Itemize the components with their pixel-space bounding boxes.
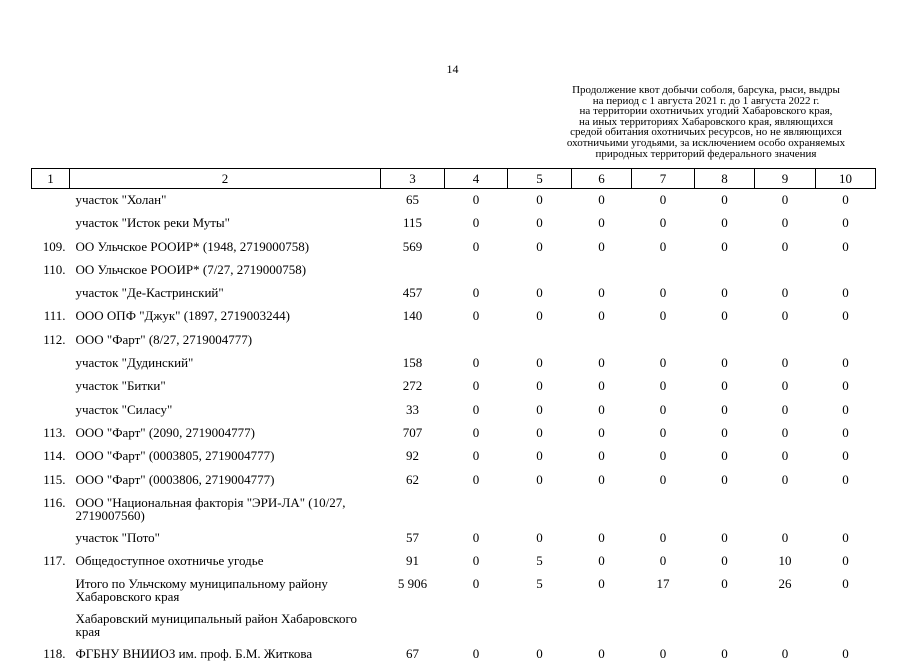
row-value: 57: [406, 529, 419, 545]
row-value: 0: [842, 285, 849, 301]
row-value: 0: [842, 355, 849, 371]
row-value: 62: [406, 471, 419, 487]
row-value: [381, 329, 445, 352]
row-value: 0: [842, 215, 849, 231]
heading-line: на иных территориях Хабаровского края, являющихся: [578, 115, 834, 128]
row-value: 0: [472, 308, 480, 324]
row-value: 0: [721, 424, 728, 440]
table-row: [32, 282, 876, 305]
row-number: [32, 282, 70, 305]
row-value: 0: [842, 529, 849, 545]
row-value: 0: [842, 646, 849, 662]
row-value: 0: [659, 448, 667, 464]
row-value: 0: [781, 215, 789, 231]
row-value: 0: [781, 192, 789, 207]
row-number: [32, 212, 70, 235]
row-value: [445, 492, 508, 527]
row-value: 0: [781, 308, 789, 324]
row-value: [755, 259, 816, 282]
row-value: 0: [659, 646, 667, 662]
row-value: [508, 329, 572, 352]
row-value: 0: [721, 401, 728, 417]
column-header: 7: [632, 169, 695, 189]
row-value: 0: [659, 424, 667, 440]
row-value: 0: [781, 355, 789, 371]
row-value: [632, 259, 695, 282]
row-value: 158: [402, 355, 423, 371]
row-value: [695, 608, 755, 643]
row-value: [695, 492, 755, 527]
row-value: 0: [472, 285, 480, 301]
row-value: 5 906: [397, 576, 428, 592]
table-row: [32, 492, 876, 527]
row-value: [816, 492, 876, 527]
row-value: 0: [598, 529, 605, 545]
table-row: [32, 236, 876, 259]
row-value: 5: [536, 553, 543, 569]
row-value: 0: [472, 529, 480, 545]
row-name: ОО Ульчское РООИР* (7/27, 2719000758): [75, 261, 307, 277]
column-header: 3: [381, 169, 445, 189]
row-value: [572, 492, 632, 527]
row-name: участок "Битки": [75, 378, 166, 394]
row-value: [632, 329, 695, 352]
row-value: 0: [598, 471, 605, 487]
row-value: [445, 259, 508, 282]
table-row: [32, 573, 876, 608]
table-row: [32, 399, 876, 422]
row-value: 0: [721, 215, 728, 231]
row-value: [381, 608, 445, 643]
table-row: [32, 305, 876, 328]
row-value: 0: [472, 576, 480, 592]
row-name: Хабаровский муниципальный район Хабаровского края: [75, 611, 358, 640]
heading-line: природных территорий федерального значения: [595, 147, 817, 160]
row-value: 67: [406, 646, 419, 662]
row-value: 0: [721, 238, 728, 254]
row-value: 0: [781, 646, 789, 662]
row-number: [32, 573, 70, 608]
column-header: 6: [572, 169, 632, 189]
column-header: 9: [755, 169, 816, 189]
row-value: [695, 259, 755, 282]
row-value: 0: [721, 285, 728, 301]
row-value: 0: [472, 646, 480, 662]
row-value: [508, 608, 572, 643]
row-value: 0: [781, 529, 789, 545]
row-name: ООО "Фарт" (0003806, 2719004777): [75, 471, 275, 487]
column-header: 8: [695, 169, 755, 189]
row-number: 109.: [42, 238, 66, 254]
row-value: 0: [781, 238, 789, 254]
row-value: 0: [659, 553, 667, 569]
heading-line: на период с 1 августа 2021 г. до 1 августа 2022 г.: [592, 94, 820, 107]
row-value: 0: [598, 401, 605, 417]
row-value: 0: [472, 424, 480, 440]
table-heading: [530, 85, 882, 159]
table-row: [32, 189, 876, 213]
row-value: 0: [598, 238, 605, 254]
table-row: [32, 550, 876, 573]
row-value: [572, 608, 632, 643]
row-value: [445, 608, 508, 643]
row-value: 0: [659, 238, 667, 254]
row-value: 0: [781, 424, 789, 440]
row-value: 0: [842, 378, 849, 394]
header-row: [32, 169, 876, 189]
row-number: [32, 375, 70, 398]
table-row: [32, 445, 876, 468]
row-value: 0: [659, 401, 667, 417]
row-number: 115.: [43, 471, 66, 487]
row-value: 0: [721, 378, 728, 394]
row-value: 0: [842, 448, 849, 464]
row-value: 0: [842, 424, 849, 440]
row-value: 0: [472, 378, 480, 394]
column-header: 5: [508, 169, 572, 189]
row-value: 0: [659, 215, 667, 231]
row-name: ООО "Фарт" (8/27, 2719004777): [75, 331, 253, 347]
row-value: 0: [472, 401, 480, 417]
row-value: 0: [659, 192, 667, 207]
row-name: ООО "Национальная факторія "ЭРИ-ЛА" (10/27, 2719007560): [75, 494, 346, 523]
page-number: 14: [446, 62, 459, 76]
row-number: 117.: [43, 553, 66, 569]
column-header: 4: [445, 169, 508, 189]
row-value: 272: [402, 378, 423, 394]
row-value: [632, 492, 695, 527]
row-name: ООО "Фарт" (0003805, 2719004777): [75, 448, 275, 464]
table-row: [32, 608, 876, 643]
row-value: 0: [842, 471, 849, 487]
table-row: [32, 375, 876, 398]
row-name: Общедоступное охотничье угодье: [75, 553, 264, 569]
row-number: 110.: [43, 261, 66, 277]
row-value: 0: [781, 401, 789, 417]
row-name: участок "Пото": [75, 529, 160, 545]
row-number: [32, 189, 70, 213]
column-header: 2: [70, 169, 381, 189]
row-value: 0: [781, 471, 789, 487]
row-value: 0: [598, 448, 605, 464]
row-value: [816, 329, 876, 352]
row-value: 0: [472, 471, 480, 487]
row-value: 0: [598, 215, 605, 231]
row-value: 0: [598, 646, 605, 662]
row-value: 0: [536, 192, 543, 207]
row-value: 0: [536, 471, 543, 487]
row-value: 0: [842, 576, 849, 592]
row-name: ООО "Фарт" (2090, 2719004777): [75, 424, 255, 440]
row-value: 0: [659, 529, 667, 545]
heading-line: на территории охотничьих угодий Хабаровского края,: [579, 105, 833, 118]
row-value: [816, 608, 876, 643]
row-value: 0: [659, 378, 667, 394]
row-value: 0: [472, 355, 480, 371]
row-value: 115: [402, 215, 423, 231]
row-value: 0: [659, 471, 667, 487]
row-value: 0: [721, 529, 728, 545]
row-value: [381, 259, 445, 282]
row-value: 0: [536, 401, 543, 417]
row-value: 0: [598, 576, 605, 592]
row-value: 0: [659, 355, 667, 371]
row-value: [755, 492, 816, 527]
row-name: ООО ОПФ "Джук" (1897, 2719003244): [75, 308, 290, 324]
row-value: 10: [778, 553, 792, 569]
row-value: 0: [721, 553, 728, 569]
row-name: ФГБНУ ВНИИОЗ им. проф. Б.М. Житкова: [75, 646, 313, 662]
row-value: 0: [781, 378, 789, 394]
row-name: участок "Дудинский": [75, 355, 194, 371]
row-number: [32, 352, 70, 375]
column-header: 1: [32, 169, 70, 189]
row-value: 5: [536, 576, 543, 592]
row-value: 17: [656, 576, 670, 592]
row-number: 113.: [43, 424, 66, 440]
row-value: 91: [406, 553, 419, 569]
row-value: 0: [721, 355, 728, 371]
row-name: участок "Холан": [75, 192, 167, 207]
row-value: 0: [659, 308, 667, 324]
row-value: 0: [842, 192, 849, 207]
row-value: 0: [598, 355, 605, 371]
row-value: 65: [406, 192, 419, 207]
row-number: 111.: [43, 308, 66, 324]
row-name: участок "Силасу": [75, 401, 173, 417]
row-value: 0: [842, 308, 849, 324]
heading-line: средой обитания охотничьих ресурсов, но не являющихся: [570, 126, 842, 139]
table-row: [32, 352, 876, 375]
row-value: [755, 329, 816, 352]
column-header: 10: [816, 169, 876, 189]
row-value: 92: [406, 448, 419, 464]
heading-line: Продолжение квот добычи соболя, барсука, рыси, выдры: [572, 84, 840, 96]
row-value: [508, 259, 572, 282]
row-value: 0: [842, 401, 849, 417]
row-value: 0: [536, 646, 543, 662]
row-number: 112.: [43, 331, 66, 347]
row-value: 0: [598, 553, 605, 569]
row-number: 116.: [43, 494, 66, 510]
row-value: 33: [406, 401, 419, 417]
row-value: 140: [402, 308, 423, 324]
row-value: 0: [721, 471, 728, 487]
table-body: [32, 189, 876, 667]
row-value: [632, 608, 695, 643]
row-value: 0: [781, 448, 789, 464]
row-value: 0: [536, 378, 543, 394]
row-number: 118.: [43, 646, 66, 662]
row-value: 0: [721, 646, 728, 662]
row-value: [572, 329, 632, 352]
row-value: 457: [402, 285, 423, 301]
row-value: 0: [598, 285, 605, 301]
row-value: 0: [472, 215, 480, 231]
table-row: [32, 469, 876, 492]
row-value: 0: [781, 285, 789, 301]
row-value: 0: [536, 215, 543, 231]
row-value: 0: [536, 238, 543, 254]
table-row: [32, 643, 876, 666]
row-value: 0: [598, 308, 605, 324]
row-value: 26: [778, 576, 792, 592]
table-header: [32, 169, 876, 189]
row-value: 0: [536, 448, 543, 464]
table-row: [32, 259, 876, 282]
row-value: 0: [536, 424, 543, 440]
row-value: 0: [472, 553, 480, 569]
row-value: 0: [536, 529, 543, 545]
row-number: 114.: [43, 448, 66, 464]
row-value: 0: [536, 355, 543, 371]
row-name: участок "Де-Кастринский": [75, 285, 224, 301]
row-value: 0: [472, 448, 480, 464]
row-value: 0: [472, 192, 480, 207]
row-value: [572, 259, 632, 282]
row-value: 0: [721, 192, 728, 207]
row-value: [816, 259, 876, 282]
row-number: [32, 399, 70, 422]
row-number: [32, 608, 70, 643]
row-value: 0: [536, 308, 543, 324]
row-value: 0: [842, 553, 849, 569]
row-value: 0: [721, 308, 728, 324]
row-value: 0: [598, 192, 605, 207]
row-value: [755, 608, 816, 643]
row-number: [32, 527, 70, 550]
heading-line: охотничьими угодьями, за исключением особо охраняемых: [566, 136, 846, 149]
row-value: 0: [536, 285, 543, 301]
row-value: [695, 329, 755, 352]
row-value: 0: [659, 285, 667, 301]
row-name: Итого по Ульчскому муниципальному району Хабаровского края: [75, 576, 328, 605]
row-value: [381, 492, 445, 527]
row-value: 0: [721, 448, 728, 464]
quota-table: [31, 168, 876, 667]
table-row: [32, 212, 876, 235]
row-name: ОО Ульчское РООИР* (1948, 2719000758): [75, 238, 310, 254]
row-value: [508, 492, 572, 527]
row-name: участок "Исток реки Муты": [75, 215, 230, 231]
row-value: 707: [402, 424, 423, 440]
table-row: [32, 422, 876, 445]
row-value: 0: [472, 238, 480, 254]
row-value: 0: [598, 424, 605, 440]
row-value: 0: [598, 378, 605, 394]
table-row: [32, 527, 876, 550]
row-value: 0: [721, 576, 728, 592]
row-value: 569: [402, 238, 423, 254]
table-row: [32, 329, 876, 352]
row-value: [445, 329, 508, 352]
row-value: 0: [842, 238, 849, 254]
